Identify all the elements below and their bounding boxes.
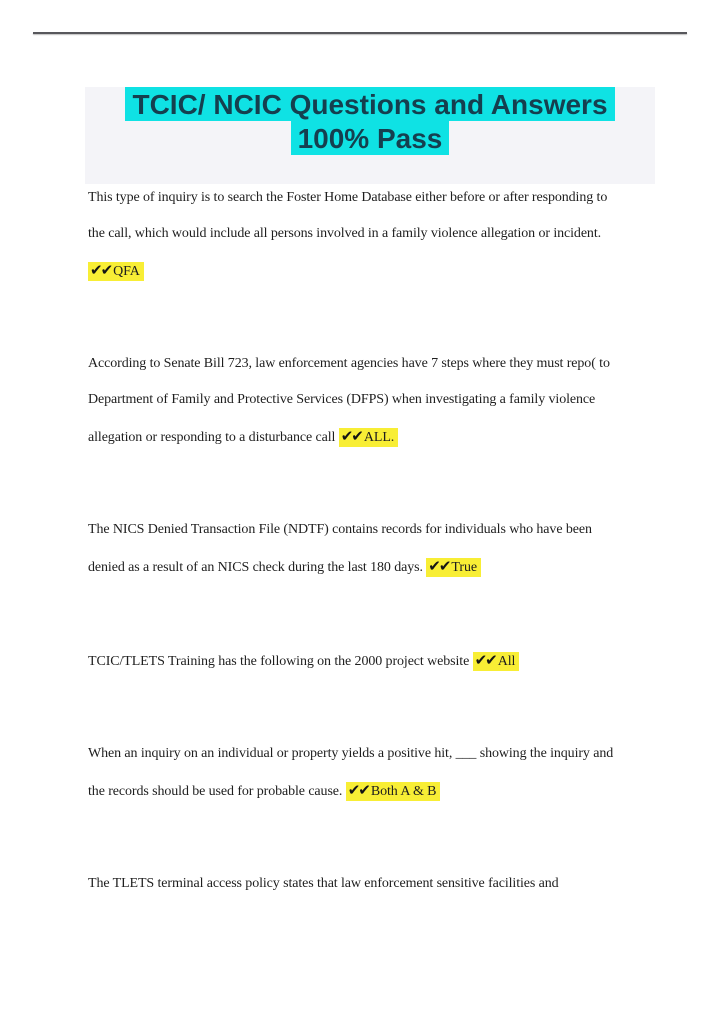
document-title-line-1 [85, 88, 655, 122]
answer-label: QFA [113, 264, 140, 279]
horizontal-rule [33, 32, 687, 34]
answer-line [88, 642, 648, 680]
title-block [85, 87, 655, 184]
answer-highlight [88, 262, 144, 281]
answer-line [88, 418, 648, 456]
answer-label: All [497, 654, 516, 669]
question-text-line: The TLETS terminal access policy states that law enforcement sensitive facilities and [88, 876, 559, 891]
questions-list [88, 180, 648, 902]
answer-highlight [339, 428, 398, 447]
question-text-lead: TCIC/TLETS Training has the following on the 2000 project website [88, 654, 473, 669]
question-item [88, 512, 648, 586]
answer-highlight [473, 652, 520, 671]
question-text-line: This type of inquiry is to search the Foster Home Database either before or after responding to [88, 190, 608, 205]
answer-label: True [451, 560, 477, 575]
question-text-lead: the records should be used for probable cause. [88, 784, 346, 799]
answer-highlight [426, 558, 481, 577]
question-item [88, 642, 648, 680]
double-checkmark-icon: ✔✔ [428, 557, 450, 575]
answer-label: ALL. [363, 430, 395, 445]
answer-line [88, 252, 648, 290]
double-checkmark-icon: ✔✔ [347, 781, 369, 799]
question-text-line: The NICS Denied Transaction File (NDTF) contains records for individuals who have been [88, 522, 592, 537]
question-item [88, 866, 648, 902]
answer-line [88, 548, 648, 586]
question-item [88, 346, 648, 456]
answer-highlight [346, 782, 441, 801]
question-text-lead: allegation or responding to a disturbance call [88, 430, 339, 445]
question-text-line: Department of Family and Protective Services (DFPS) when investigating a family violence [88, 392, 596, 407]
question-item [88, 180, 648, 290]
title-highlight: TCIC/ NCIC Questions and Answers [125, 87, 614, 121]
document-title-line-2 [85, 122, 655, 156]
question-item [88, 736, 648, 810]
double-checkmark-icon: ✔✔ [90, 261, 112, 279]
question-text-lead: denied as a result of an NICS check during the last 180 days. [88, 560, 427, 575]
double-checkmark-icon: ✔✔ [340, 427, 362, 445]
question-text-line: the call, which would include all persons involved in a family violence allegation or incident. [88, 226, 602, 241]
answer-label: Both A & B [370, 784, 437, 799]
double-checkmark-icon: ✔✔ [474, 651, 496, 669]
question-text-line: When an inquiry on an individual or property yields a positive hit, ___ showing the inquiry and [88, 746, 614, 761]
answer-line [88, 772, 648, 810]
title-highlight: 100% Pass [291, 121, 450, 155]
question-text-line: According to Senate Bill 723, law enforcement agencies have 7 steps where they must repo( to [88, 356, 610, 371]
